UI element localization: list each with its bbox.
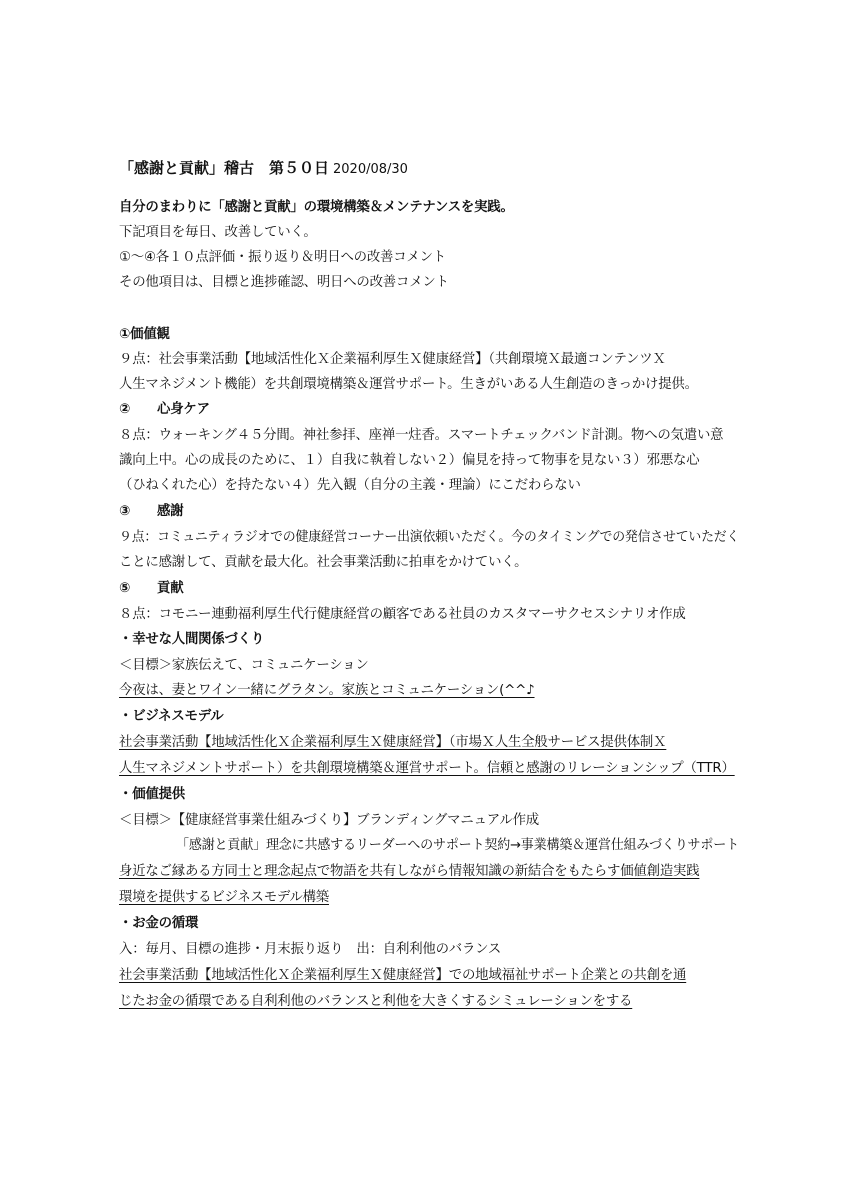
intro-line-1: 自分のまわりに「感謝と貢献」の環境構築＆メンテナンスを実践。 xyxy=(119,200,514,215)
section-relationships-line-1: 今夜は、妻とワイン一緒にグラタン。家族とコミュニケーション(^^♪ xyxy=(119,683,535,698)
intro-line-4: その他項目は、目標と進捗確認、明日への改善コメント xyxy=(119,275,449,290)
section-mind-body-num: ② xyxy=(119,402,131,417)
section-values-line-2: 人生マネジメント機能）を共創環境構築＆運営サポート。生きがいある人生創造のきっかけ提供。 xyxy=(119,377,698,392)
section-contribution-label: 貢献 xyxy=(157,581,184,596)
section-value-offer-line-1: 身近なご縁ある方同士と理念起点で物語を共有しながら情報知識の新結合をもたらす価値創造実践 xyxy=(119,864,700,879)
section-values-heading: ①価値観 xyxy=(119,327,170,342)
title-date: 2020/08/30 xyxy=(333,162,408,177)
section-mind-body-line-2: 識向上中。心の成長のために、１）自我に執着しない２）偏見を持って物事を見ない３）邪悪な心 xyxy=(119,453,700,468)
section-money-line-2: じたお金の循環である自利利他のバランスと利他を大きくするシミュレーションをする xyxy=(119,994,633,1009)
section-value-offer-line-2: 環境を提供するビジネスモデル構築 xyxy=(119,890,329,905)
section-gratitude-label: 感謝 xyxy=(157,504,184,519)
section-gratitude-line-2: ことに感謝して、貢献を最大化。社会事業活動に拍車をかけていく。 xyxy=(119,555,528,570)
section-contribution-line-1: ８点：コモニー連動福利厚生代行健康経営の顧客である社員のカスタマーサクセスシナリオ作成 xyxy=(119,607,686,622)
section-contribution-heading xyxy=(119,579,183,599)
section-gratitude-line-1: ９点：コミュニティラジオでの健康経営コーナー出演依頼いただく。今のタイミングでの発信させていただく xyxy=(119,530,740,545)
section-mind-body-label: 心身ケア xyxy=(157,402,210,417)
page-title xyxy=(119,157,408,178)
section-gratitude-num: ③ xyxy=(119,504,131,519)
section-money-heading: ・お金の循環 xyxy=(119,916,199,931)
section-business-model-heading: ・ビジネスモデル xyxy=(119,709,224,724)
section-mind-body-line-1: ８点：ウォーキング４５分間。神社参拝、座禅一炷香。スマートチェックバンド計測。物への気遣い意 xyxy=(119,428,724,443)
section-relationships-heading: ・幸せな人間関係づくり xyxy=(119,632,265,647)
section-values-line-1: ９点：社会事業活動【地域活性化Ｘ企業福利厚生Ｘ健康経営】（共創環境Ｘ最適コンテンツＸ xyxy=(119,352,666,367)
section-value-offer-goal: ＜目標＞【健康経営事業仕組みづくり】ブランディングマニュアル作成 xyxy=(119,813,539,828)
section-relationships-goal: ＜目標＞家族伝えて、コミュニケーション xyxy=(119,658,369,673)
intro-line-3: ①～④各１０点評価・振り返り＆明日への改善コメント xyxy=(119,250,446,265)
section-gratitude-heading xyxy=(119,502,183,522)
section-contribution-num: ⑤ xyxy=(119,581,131,596)
section-business-model-line-1: 社会事業活動【地域活性化Ｘ企業福利厚生Ｘ健康経営】（市場Ｘ人生全般サービス提供体制Ｘ xyxy=(119,735,667,750)
section-money-goal: 入：毎月、目標の進捗・月末振り返り 出：自利利他のバランス xyxy=(119,942,502,957)
section-mind-body-line-3: （ひねくれた心）を持たない４）先入観（自分の主義・理論）にこだわらない xyxy=(119,478,581,493)
section-value-offer-heading: ・価値提供 xyxy=(119,787,185,802)
section-mind-body-heading xyxy=(119,400,210,420)
section-money-line-1: 社会事業活動【地域活性化Ｘ企業福利厚生Ｘ健康経営】での地域福祉サポート企業との共創を通 xyxy=(119,968,687,983)
intro-line-2: 下記項目を毎日、改善していく。 xyxy=(119,225,317,240)
title-text: 「感謝と貢献」稽古 第５０日 xyxy=(119,159,330,177)
section-business-model-line-2: 人生マネジメントサポート）を共創環境構築＆運営サポート。信頼と感謝のリレーションシップ（TTR） xyxy=(119,761,735,776)
section-value-offer-indent-line: 「感謝と貢献」理念に共感するリーダーへのサポート契約→事業構築＆運営仕組みづくりサポート xyxy=(176,838,739,853)
